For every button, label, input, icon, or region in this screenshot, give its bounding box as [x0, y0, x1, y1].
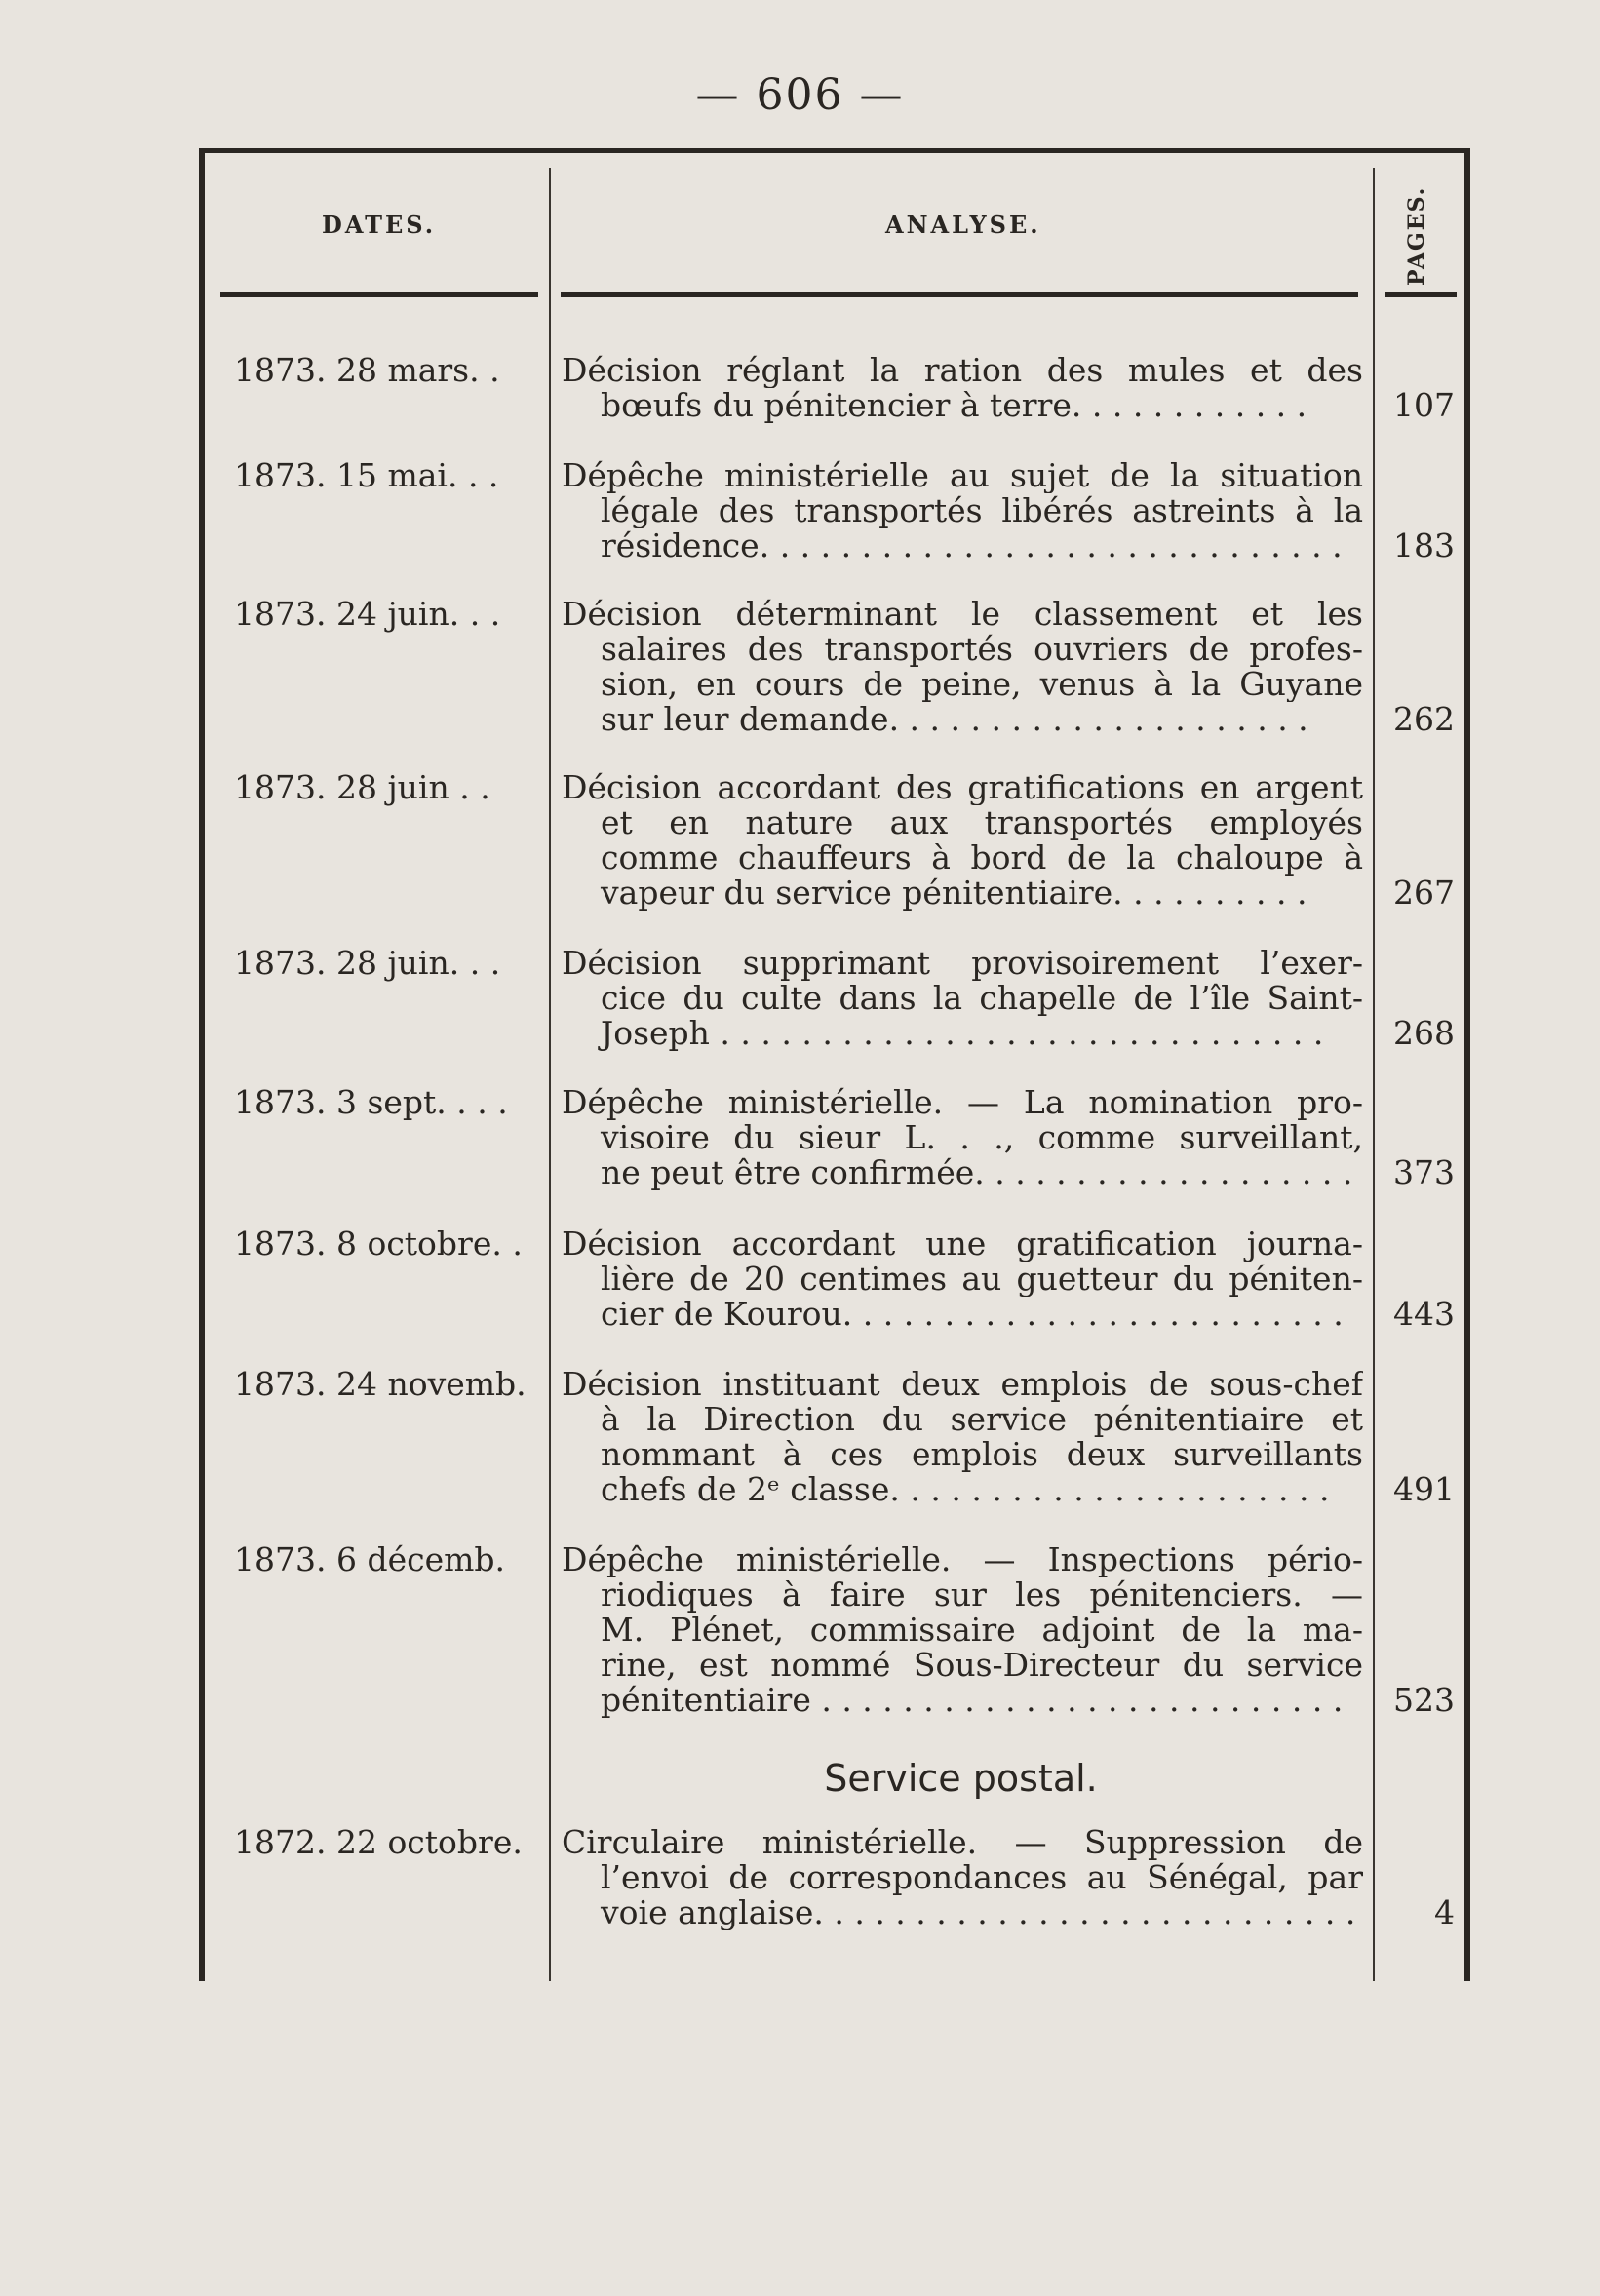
analysis-line: Dépêche ministérielle. — La nomination pro- — [562, 1085, 1363, 1120]
analysis-line: l’envoi de correspondances au Sénégal, par — [601, 1860, 1363, 1895]
entry-page-number: 183 — [1393, 526, 1455, 564]
entry-page-number: 4 — [1434, 1893, 1455, 1931]
analysis-line: et en nature aux transportés employés — [601, 805, 1363, 840]
entry-date: 1873. 6 décemb. — [234, 1540, 506, 1578]
analysis-line: Décision accordant des gratifications en argent — [562, 770, 1363, 805]
header-rule-dates — [220, 292, 538, 297]
analysis-line: salaires des transportés ouvriers de profes- — [601, 632, 1363, 667]
entry-analysis — [562, 946, 1363, 1051]
analysis-line: pénitentiaire . . . . . . . . . . . . . . . . . . . . . . . . . . — [601, 1683, 1344, 1718]
entry-analysis — [562, 597, 1363, 737]
entry-date: 1873. 28 juin . . — [234, 768, 490, 806]
analysis-line: comme chauffeurs à bord de la chaloupe à — [601, 840, 1363, 876]
entry-page-number: 373 — [1393, 1153, 1455, 1191]
analysis-line: Dépêche ministérielle au sujet de la situation — [562, 458, 1363, 493]
entry-date: 1872. 22 octobre. — [234, 1823, 523, 1861]
entry-page-number: 268 — [1393, 1014, 1455, 1052]
analysis-line: Décision déterminant le classement et les — [562, 597, 1363, 632]
header-rule-pages — [1385, 292, 1457, 297]
entry-date: 1873. 28 mars. . — [234, 351, 500, 389]
entry-date: 1873. 3 sept. . . . — [234, 1083, 508, 1121]
header-analyse: ANALYSE. — [885, 211, 1041, 239]
analysis-line: visoire du sieur L. . ., comme surveillant, — [601, 1120, 1363, 1155]
analysis-line: nommant à ces emplois deux surveillants — [601, 1437, 1363, 1472]
entry-page-number: 267 — [1393, 874, 1455, 912]
analysis-line: résidence. . . . . . . . . . . . . . . . . . . . . . . . . . . . . — [601, 528, 1343, 564]
entry-page-number: 491 — [1393, 1470, 1455, 1508]
analysis-line: vapeur du service pénitentiaire. . . . . . . . . . — [601, 876, 1307, 911]
analysis-line: rine, est nommé Sous-Directeur du service — [601, 1648, 1363, 1683]
analysis-line: riodiques à faire sur les pénitenciers. — — [601, 1577, 1363, 1613]
page-number: — 606 — — [695, 70, 905, 120]
analysis-line: M. Plénet, commissaire adjoint de la ma- — [601, 1613, 1363, 1648]
entry-analysis — [562, 1226, 1363, 1332]
header-dates: DATES. — [322, 211, 437, 239]
entry-analysis — [562, 353, 1363, 423]
analysis-line: ne peut être confirmée. . . . . . . . . . . . . . . . . . . — [601, 1155, 1353, 1190]
analysis-line: Décision réglant la ration des mules et des — [562, 353, 1363, 388]
column-divider-dates — [549, 168, 551, 1981]
entry-page-number: 523 — [1393, 1681, 1455, 1719]
analysis-line: sion, en cours de peine, venus à la Guyane — [601, 667, 1363, 702]
analysis-line: voie anglaise. . . . . . . . . . . . . . . . . . . . . . . . . . . — [601, 1895, 1356, 1930]
entry-analysis — [562, 1542, 1363, 1718]
header-rule-analyse — [561, 292, 1358, 297]
analysis-line: légale des transportés libérés astreints à la — [601, 493, 1363, 528]
entry-analysis — [562, 1085, 1363, 1190]
analysis-line: Joseph . . . . . . . . . . . . . . . . . . . . . . . . . . . . . . — [601, 1016, 1324, 1051]
entry-analysis — [562, 1367, 1363, 1507]
header-pages: PAGES. — [1404, 185, 1429, 287]
entry-page-number: 262 — [1393, 700, 1455, 738]
entry-analysis — [562, 1825, 1363, 1930]
analysis-line: Circulaire ministérielle. — Suppression de — [562, 1825, 1363, 1860]
analysis-line: Décision instituant deux emplois de sous-chef — [562, 1367, 1363, 1402]
entry-date: 1873. 8 octobre. . — [234, 1225, 523, 1263]
section-title: Service postal. — [824, 1757, 1098, 1800]
column-divider-pages — [1373, 168, 1375, 1981]
entry-page-number: 443 — [1393, 1295, 1455, 1333]
analysis-line: Décision accordant une gratification journa- — [562, 1226, 1363, 1262]
analysis-line: lière de 20 centimes au guetteur du péniten- — [601, 1262, 1363, 1297]
analysis-line: Décision supprimant provisoirement l’exer- — [562, 946, 1363, 981]
entry-date: 1873. 15 mai. . . — [234, 456, 499, 494]
entry-analysis — [562, 458, 1363, 564]
entry-date: 1873. 24 juin. . . — [234, 595, 501, 633]
entry-date: 1873. 28 juin. . . — [234, 944, 501, 982]
analysis-line: bœufs du pénitencier à terre. . . . . . . . . . . . — [601, 388, 1307, 423]
analysis-line: Dépêche ministérielle. — Inspections pério- — [562, 1542, 1363, 1577]
analysis-line: cice du culte dans la chapelle de l’île Saint- — [601, 981, 1363, 1016]
entry-analysis — [562, 770, 1363, 911]
analysis-line: chefs de 2ᵉ classe. . . . . . . . . . . . . . . . . . . . . . — [601, 1472, 1330, 1507]
analysis-line: sur leur demande. . . . . . . . . . . . . . . . . . . . . — [601, 702, 1308, 737]
entry-page-number: 107 — [1393, 386, 1455, 424]
analysis-line: cier de Kourou. . . . . . . . . . . . . . . . . . . . . . . . . — [601, 1297, 1344, 1332]
analysis-line: à la Direction du service pénitentiaire et — [601, 1402, 1363, 1437]
entry-date: 1873. 24 novemb. — [234, 1365, 527, 1403]
